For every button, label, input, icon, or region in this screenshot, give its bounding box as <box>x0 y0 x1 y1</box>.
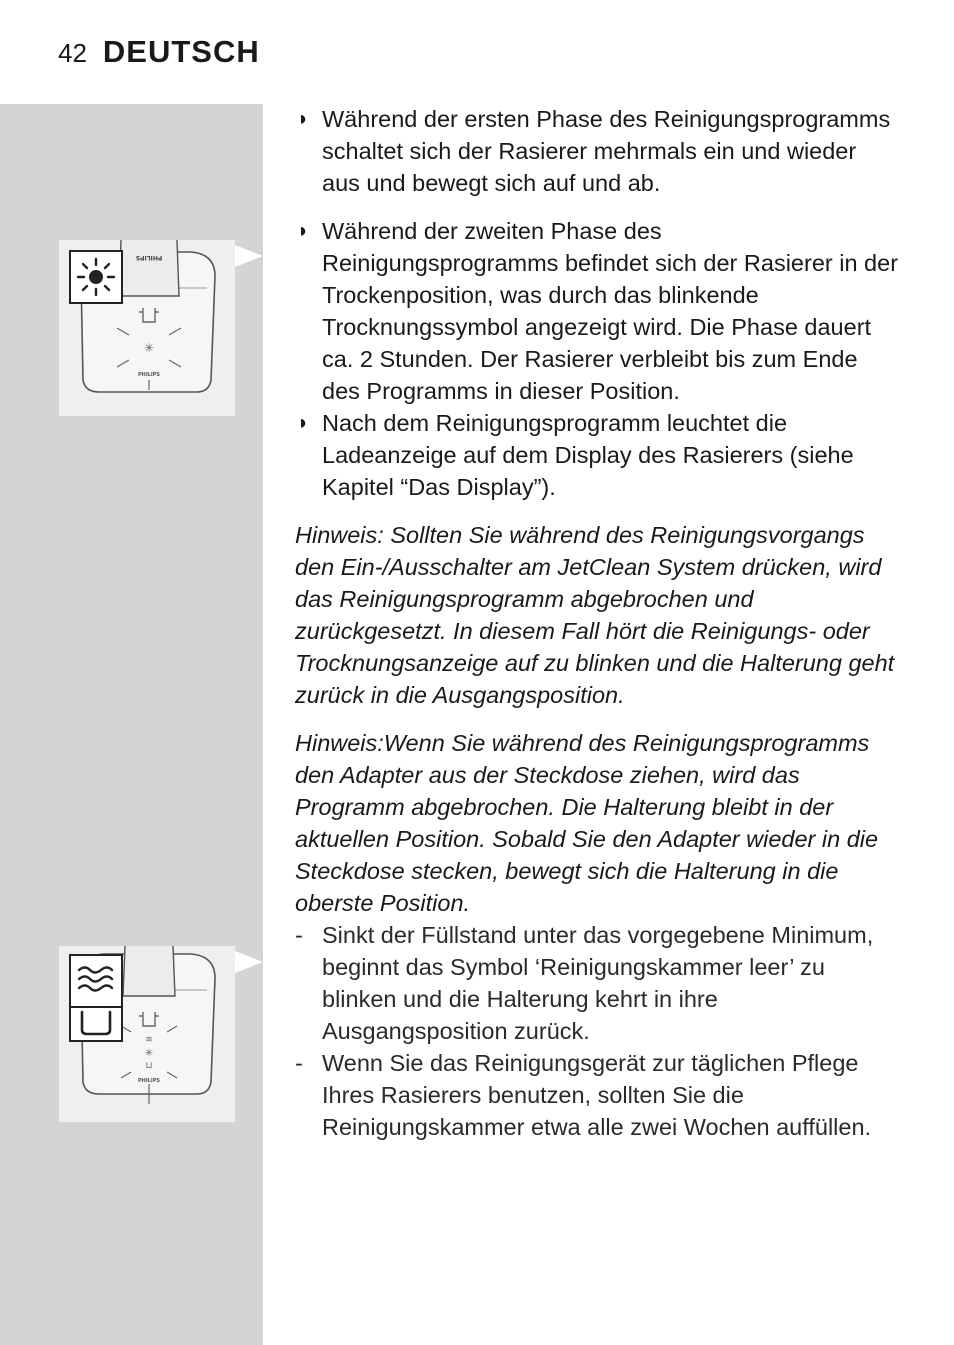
bullet-marker: ◗ <box>297 108 310 130</box>
sun-drying-icon <box>78 259 114 295</box>
bullet-item <box>295 215 900 407</box>
refill-illustration <box>59 946 235 1122</box>
bullet-item <box>295 103 900 199</box>
svg-text:≋: ≋ <box>145 1035 153 1045</box>
page-number: 42 <box>58 38 87 68</box>
refill-base-brand-text: PHILIPS <box>137 1078 161 1084</box>
page-header <box>58 34 260 74</box>
dash-marker: - <box>295 922 303 948</box>
svg-text:✳: ✳ <box>144 1048 154 1059</box>
dash-marker: - <box>295 1050 303 1076</box>
dash-item <box>295 919 900 1047</box>
bullet-marker: ◗ <box>297 412 310 434</box>
drying-figure-pointer <box>235 245 263 267</box>
note-paragraph: Hinweis:Wenn Sie während des Reinigungsprogramms den Adapter aus der Steckdose ziehen, wird das Programm abgebrochen. Die Halterung bleibt in der aktuellen Position. Sobald Sie den Adapter wieder in die Steckdose stecken, bewegt sich die Halterung in die oberste Position. <box>295 730 879 916</box>
dash-item <box>295 1047 900 1143</box>
bullet-text: Während der zweiten Phase des Reinigungsprogramms befindet sich der Rasierer in der Trockenposition, was durch das blinkende Trocknungssymbol angezeigt wird. Die Phase dauert ca. 2 Stunden. Der Rasierer verbleibt bis zum Ende des Programms in dieser Position. <box>322 218 899 404</box>
dash-text: Sinkt der Füllstand unter das vorgegebene Minimum, beginnt das Symbol ‘Reinigungskammer leer’ zu blinken und die Halterung kehrt in ihre Ausgangsposition zurück. <box>322 922 874 1044</box>
bullet-marker: ◗ <box>297 220 310 242</box>
shaver-brand-text: PHILIPS <box>135 254 163 261</box>
dash-text: Wenn Sie das Reinigungsgerät zur täglichen Pflege Ihres Rasierers benutzen, sollten Sie die Reinigungskammer etwa alle zwei Wochen auffüllen. <box>322 1050 872 1140</box>
main-text <box>295 103 900 1143</box>
svg-text:✳: ✳ <box>143 341 155 355</box>
bullet-item <box>295 407 900 503</box>
bullet-text: Während der ersten Phase des Reinigungsprogramms schaltet sich der Rasierer mehrmals ein und wieder aus und bewegt sich auf und ab. <box>322 106 891 196</box>
svg-text:⊔: ⊔ <box>145 1061 153 1071</box>
note-paragraph: Hinweis: Sollten Sie während des Reinigungsvorgangs den Ein-/Ausschalter am JetClean System drücken, wird das Reinigungsprogramm abgebrochen und zurückgesetzt. In diesem Fall hört die Reinigungs- oder Trocknungsanzeige auf zu blinken und die Halterung geht zurück in die Ausgangsposition. <box>295 522 895 708</box>
bullet-text: Nach dem Reinigungsprogramm leuchtet die Ladeanzeige auf dem Display des Rasierers (siehe Kapitel “Das Display”). <box>322 410 854 500</box>
base-brand-text: PHILIPS <box>137 372 161 378</box>
refill-figure-pointer <box>235 951 263 973</box>
drying-phase-illustration <box>59 240 235 416</box>
section-title: DEUTSCH <box>102 34 260 69</box>
